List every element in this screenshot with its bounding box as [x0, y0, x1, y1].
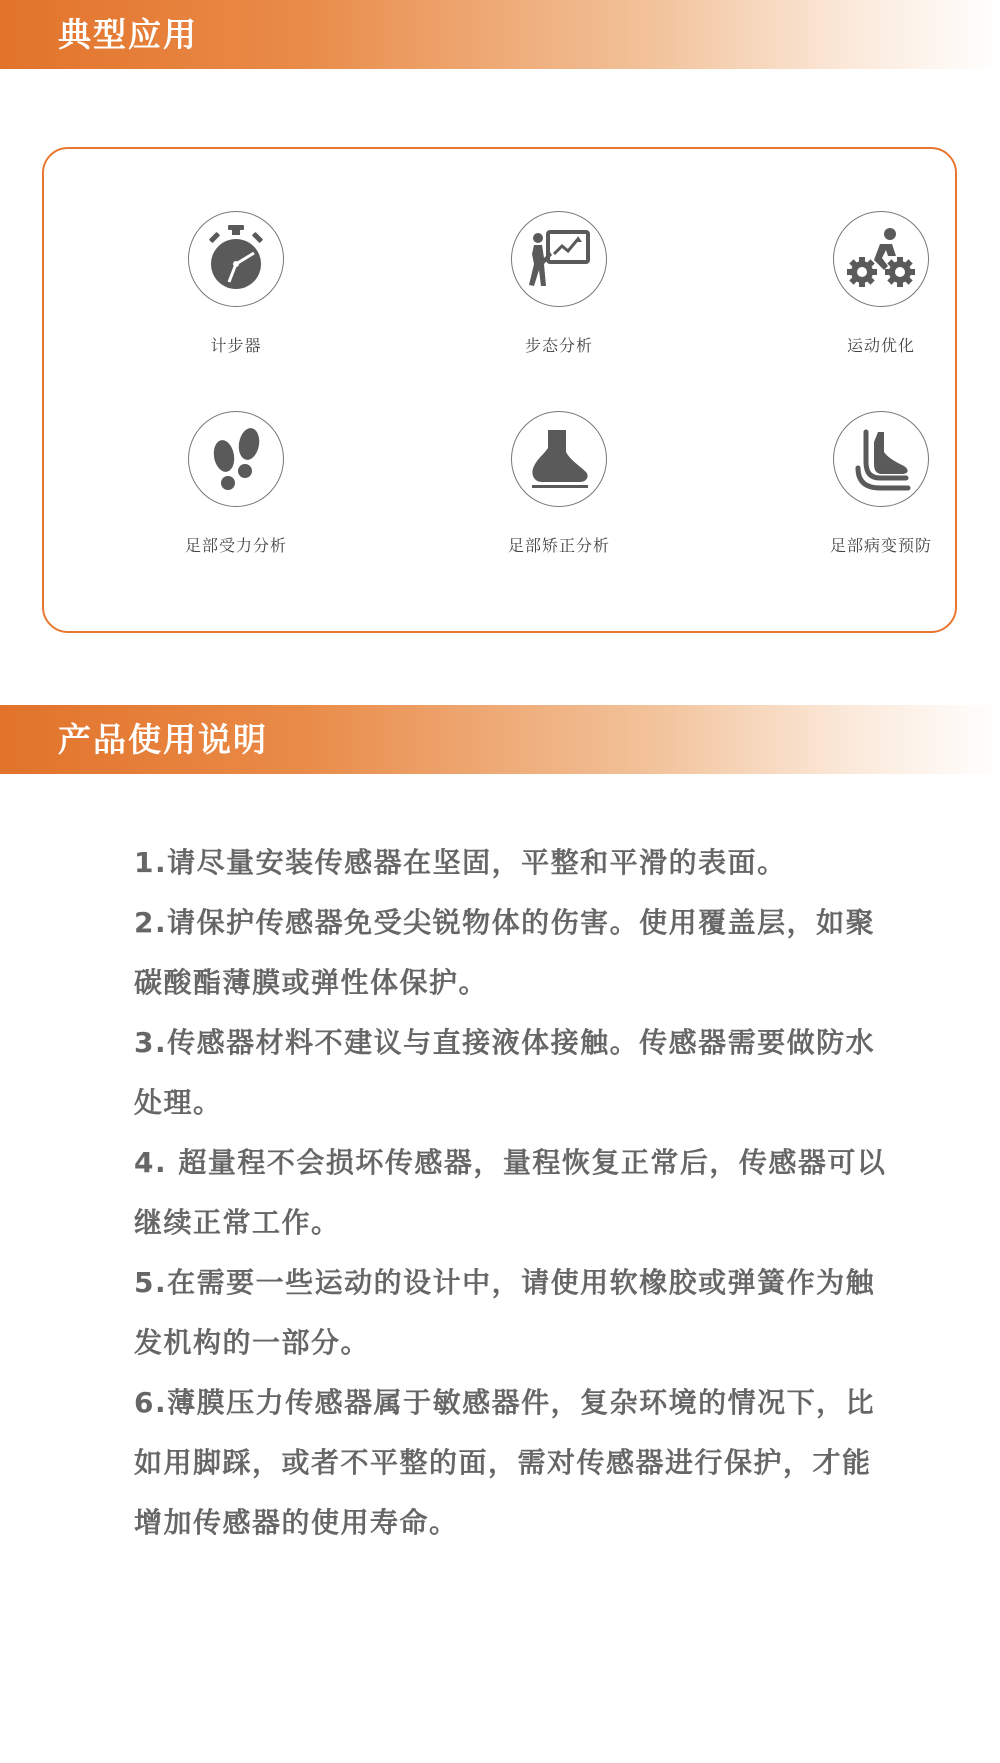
usage-note: 2.请保护传感器免受尖锐物体的伤害。使用覆盖层，如聚碳酸酯薄膜或弹性体保护。 [134, 906, 876, 999]
application-label: 计步器 [210, 336, 262, 355]
usage-note: 4. 超量程不会损坏传感器，量程恢复正常后，传感器可以继续正常工作。 [134, 1146, 887, 1239]
applications-card [42, 147, 957, 633]
footprints-icon [188, 411, 284, 507]
application-label: 步态分析 [524, 336, 593, 355]
usage-note: 3.传感器材料不建议与直接液体接触。传感器需要做防水处理。 [134, 1026, 876, 1119]
section-title: 典型应用 [58, 15, 198, 54]
application-item-pedometer [126, 211, 346, 356]
section-title: 产品使用说明 [58, 720, 268, 759]
section-header-applications [0, 0, 1000, 69]
application-label: 足部矫正分析 [507, 536, 610, 555]
application-label: 足部病变预防 [829, 536, 932, 555]
cyclist-gears-icon [833, 211, 929, 307]
usage-note: 5.在需要一些运动的设计中，请使用软橡胶或弹簧作为触发机构的一部分。 [134, 1266, 876, 1359]
application-item-foot-disease-prevention [771, 411, 991, 556]
application-item-gait-analysis [449, 211, 669, 356]
stopwatch-icon [188, 211, 284, 307]
application-item-foot-correction-analysis [449, 411, 669, 556]
application-item-motion-optimization [771, 211, 991, 356]
usage-note: 6.薄膜压力传感器属于敏感器件，复杂环境的情况下，比如用脚踩，或者不平整的面，需对传感器进行保护，才能增加传感器的使用寿命。 [134, 1386, 876, 1539]
usage-notes-list [134, 833, 894, 1553]
application-label: 足部受力分析 [184, 536, 287, 555]
application-label: 运动优化 [846, 336, 915, 355]
foot-outline-icon [833, 411, 929, 507]
application-item-foot-force-analysis [126, 411, 346, 556]
presentation-walking-icon [511, 211, 607, 307]
foot-icon [511, 411, 607, 507]
section-header-usage [0, 705, 1000, 774]
usage-note: 1.请尽量安装传感器在坚固，平整和平滑的表面。 [134, 846, 787, 879]
